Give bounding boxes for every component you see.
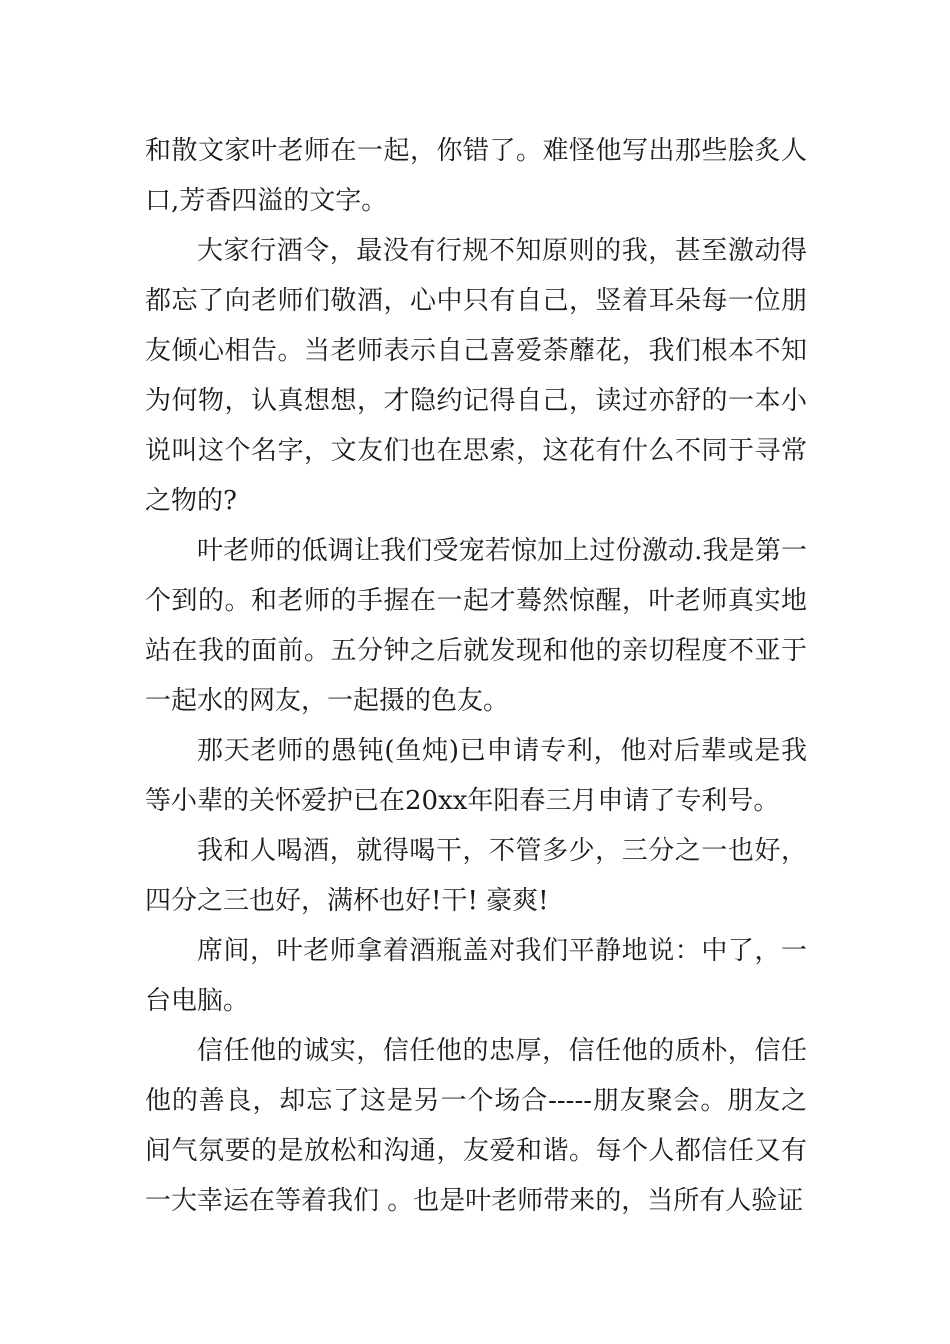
paragraph-3: 叶老师的低调让我们受宠若惊加上过份激动.我是第一个到的。和老师的手握在一起才蓦然惊醒，叶老师真实地站在我的面前。五分钟之后就发现和他的亲切程度不亚于一起水的网友，一起摄的色友。 <box>145 536 807 716</box>
paragraph-2: 大家行酒令，最没有行规不知原则的我，甚至激动得都忘了向老师们敬酒，心中只有自己，竖着耳朵每一位朋友倾心相告。当老师表示自己喜爱荼蘼花，我们根本不知为何物，认真想想，才隐约记得自己，读过亦舒的一本小说叫这个名字，文友们也在思索，这花有什么不同于寻常之物的? <box>145 236 807 516</box>
document-page <box>145 126 807 1226</box>
paragraph-7: 信任他的诚实，信任他的忠厚，信任他的质朴，信任他的善良，却忘了这是另一个场合-----朋友聚会。朋友之间气氛要的是放松和沟通，友爱和谐。每个人都信任又有一大幸运在等着我们 。也是叶老师带来的，当所有人验证 <box>145 1036 807 1216</box>
paragraph-1: 和散文家叶老师在一起，你错了。难怪他写出那些脍炙人口,芳香四溢的文字。 <box>145 136 807 216</box>
paragraph-4: 那天老师的愚钝(鱼炖)已申请专利，他对后辈或是我等小辈的关怀爱护已在20xx年阳春三月申请了专利号。 <box>145 736 807 816</box>
paragraph-6: 席间，叶老师拿着酒瓶盖对我们平静地说：中了，一台电脑。 <box>145 936 807 1016</box>
paragraph-5: 我和人喝酒，就得喝干，不管多少，三分之一也好，四分之三也好，满杯也好!干! 豪爽! <box>145 836 807 916</box>
